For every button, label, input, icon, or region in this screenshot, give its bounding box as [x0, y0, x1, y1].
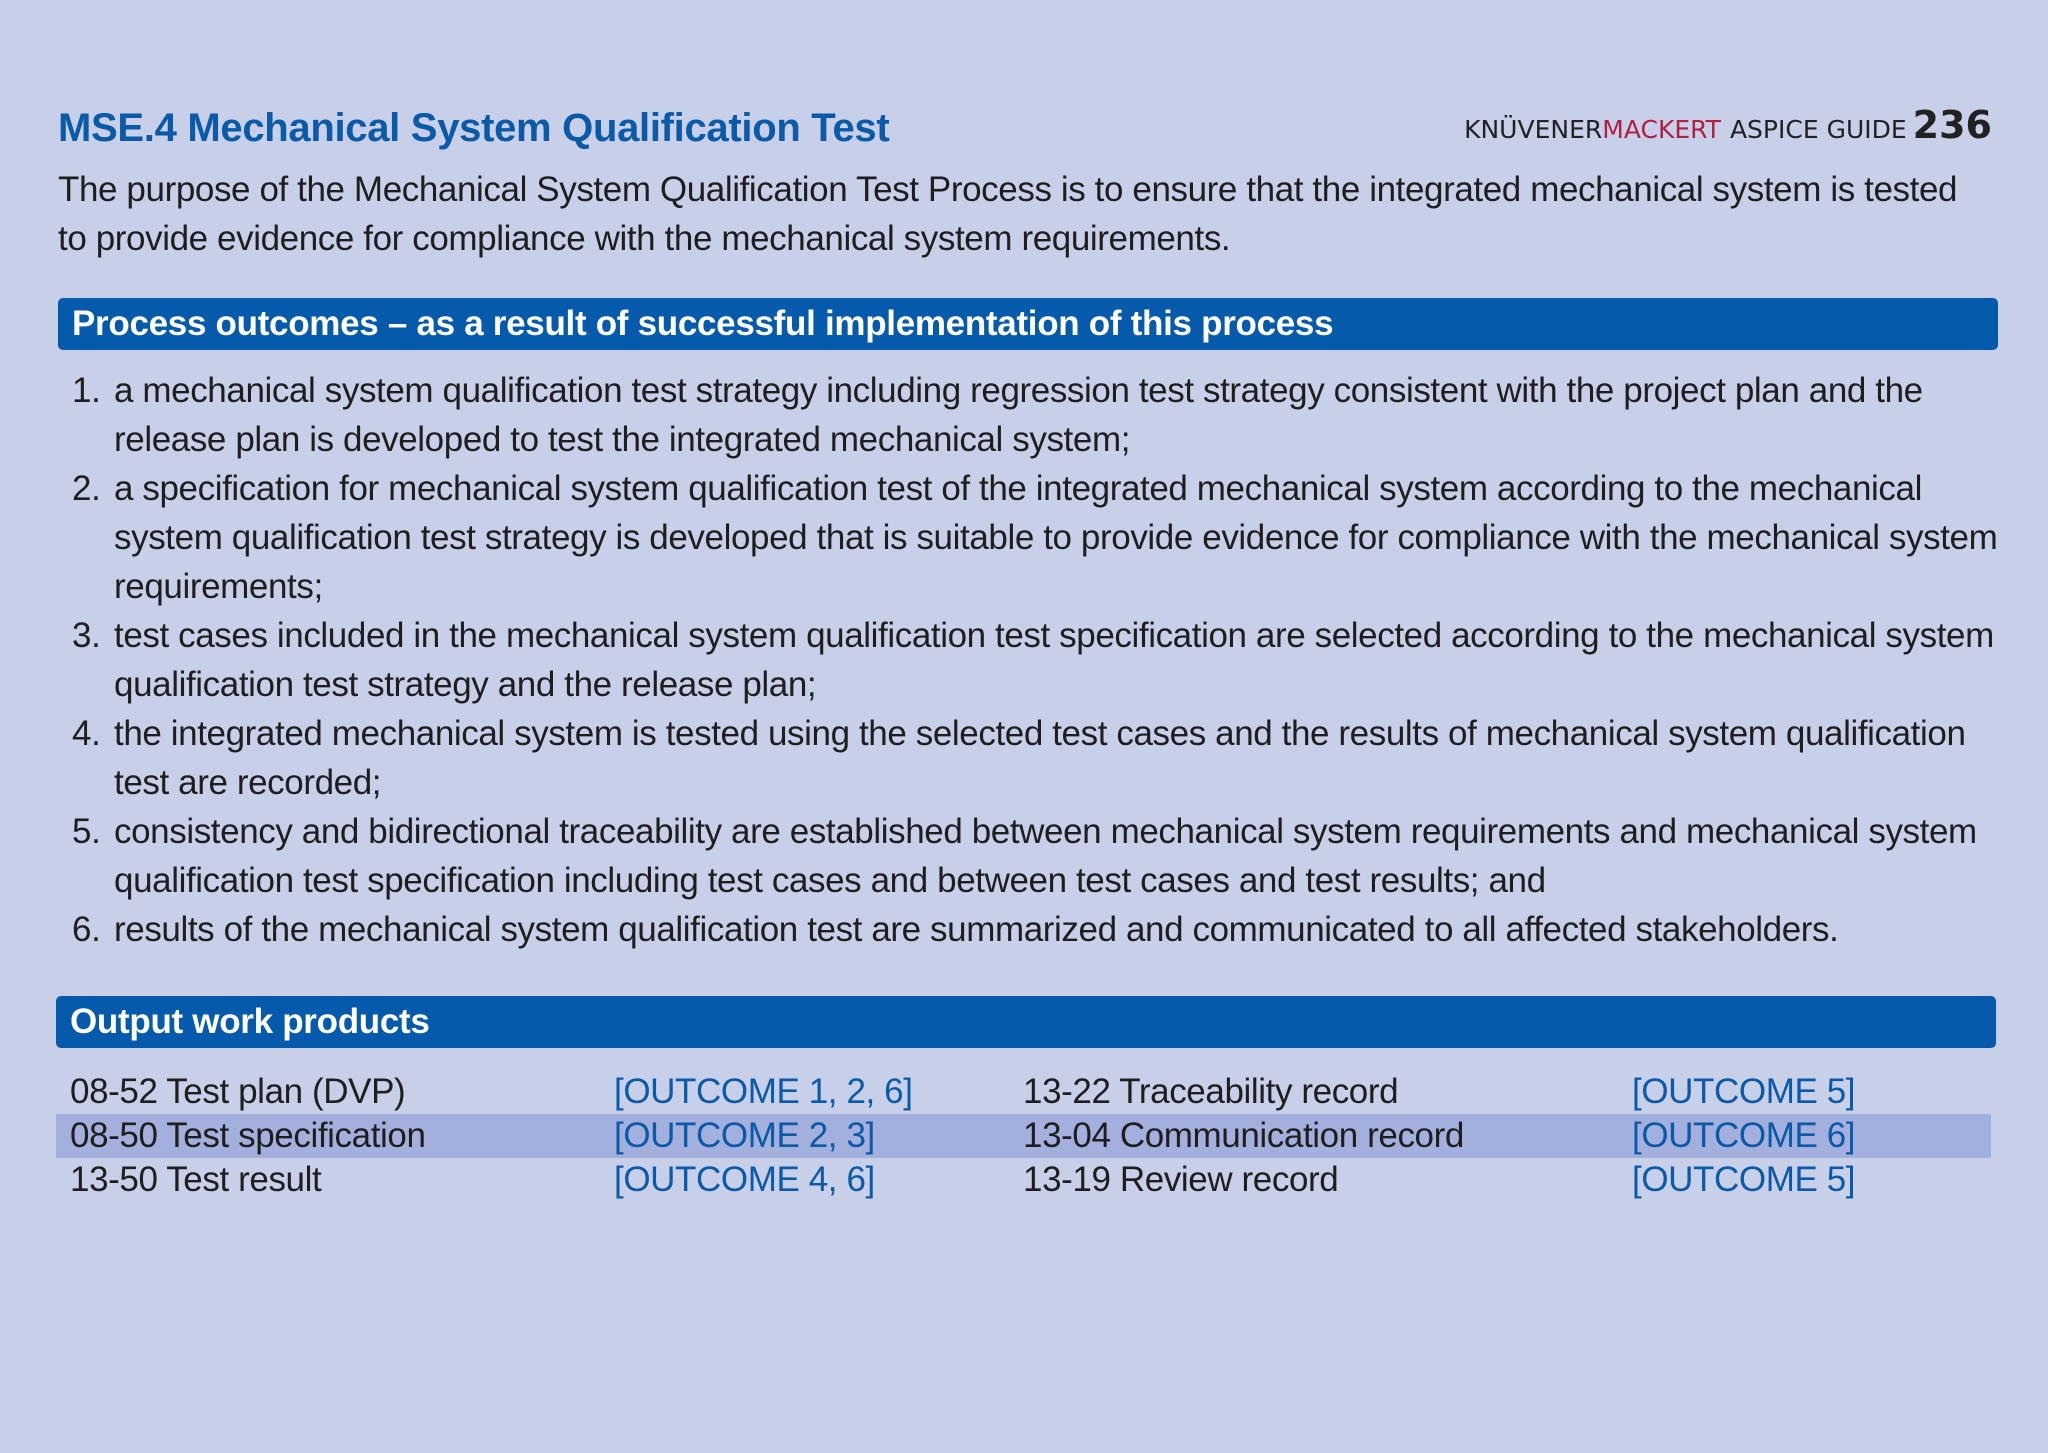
outcome-item-1 — [72, 366, 2012, 464]
outcome-reference: [OUTCOME 6] — [1618, 1114, 1991, 1158]
work-product-name: 13-22 Traceability record — [1023, 1072, 1399, 1111]
outcome-text: a specification for mechanical system qualification test of the integrated mechanical system according to the mechanical system qualification test strategy is developed that is suitable to provide evidence for compliance with the mechanical system requirements; — [114, 469, 1998, 606]
brand-guide-label: ASPICE GUIDE — [1729, 115, 1907, 144]
outcome-text: test cases included in the mechanical system qualification test specification are selected according to the mechanical system qualification test strategy and the release plan; — [114, 616, 1994, 704]
output-work-products-table — [56, 1070, 1991, 1202]
outcome-text: a mechanical system qualification test strategy including regression test strategy consistent with the project plan and the release plan is developed to test the integrated mechanical system; — [114, 371, 1923, 459]
outcome-text: the integrated mechanical system is tested using the selected test cases and the results of mechanical system qualification test are recorded; — [114, 714, 1966, 802]
work-product-name: 13-50 Test result — [70, 1160, 322, 1199]
brand-name-mackert: MACKERT — [1602, 115, 1721, 144]
outcome-reference: [OUTCOME 2, 3] — [600, 1114, 1009, 1158]
outcome-number: 1. — [72, 371, 101, 410]
outcome-item-4 — [72, 709, 2012, 807]
outcome-item-2 — [72, 464, 2012, 611]
work-product-name: 08-52 Test plan (DVP) — [70, 1072, 406, 1111]
purpose-statement: The purpose of the Mechanical System Qualification Test Process is to ensure that the integrated mechanical system is tested to provide evidence for compliance with the mechanical system requirements. — [58, 170, 1958, 258]
outcome-text: consistency and bidirectional traceability are established between mechanical system requirements and mechanical system qualification test specification including test cases and between test cases and test results; and — [114, 812, 1977, 900]
work-product-name: 13-04 Communication record — [1009, 1114, 1618, 1158]
process-outcomes-header: Process outcomes – as a result of successful implementation of this process — [58, 298, 1998, 350]
table-row — [56, 1158, 1991, 1202]
brand-header — [1464, 103, 1992, 151]
outcome-text: results of the mechanical system qualification test are summarized and communicated to all affected stakeholders. — [114, 910, 1839, 949]
outcome-number: 6. — [72, 910, 101, 949]
outcome-reference: [OUTCOME 1, 2, 6] — [614, 1072, 913, 1111]
outcome-number: 2. — [72, 469, 101, 508]
table-row — [56, 1114, 1991, 1158]
outcome-item-3 — [72, 611, 2012, 709]
outcome-reference: [OUTCOME 5] — [1632, 1072, 1856, 1111]
outcome-number: 4. — [72, 714, 101, 753]
brand-name-knuevener: KNÜVENER — [1464, 115, 1603, 144]
outcome-reference: [OUTCOME 4, 6] — [614, 1160, 875, 1199]
outcome-reference: [OUTCOME 5] — [1632, 1160, 1856, 1199]
page-title: MSE.4 Mechanical System Qualification Test — [58, 106, 890, 150]
table-row — [56, 1070, 1991, 1114]
outcome-item-6 — [72, 905, 2012, 954]
outcome-number: 3. — [72, 616, 101, 655]
outcome-number: 5. — [72, 812, 101, 851]
page-number: 236 — [1912, 103, 1992, 147]
work-product-name: 08-50 Test specification — [56, 1114, 600, 1158]
output-work-products-header: Output work products — [56, 996, 1996, 1048]
work-product-name: 13-19 Review record — [1023, 1160, 1339, 1199]
outcome-item-5 — [72, 807, 2012, 905]
outcomes-list — [72, 366, 2012, 954]
